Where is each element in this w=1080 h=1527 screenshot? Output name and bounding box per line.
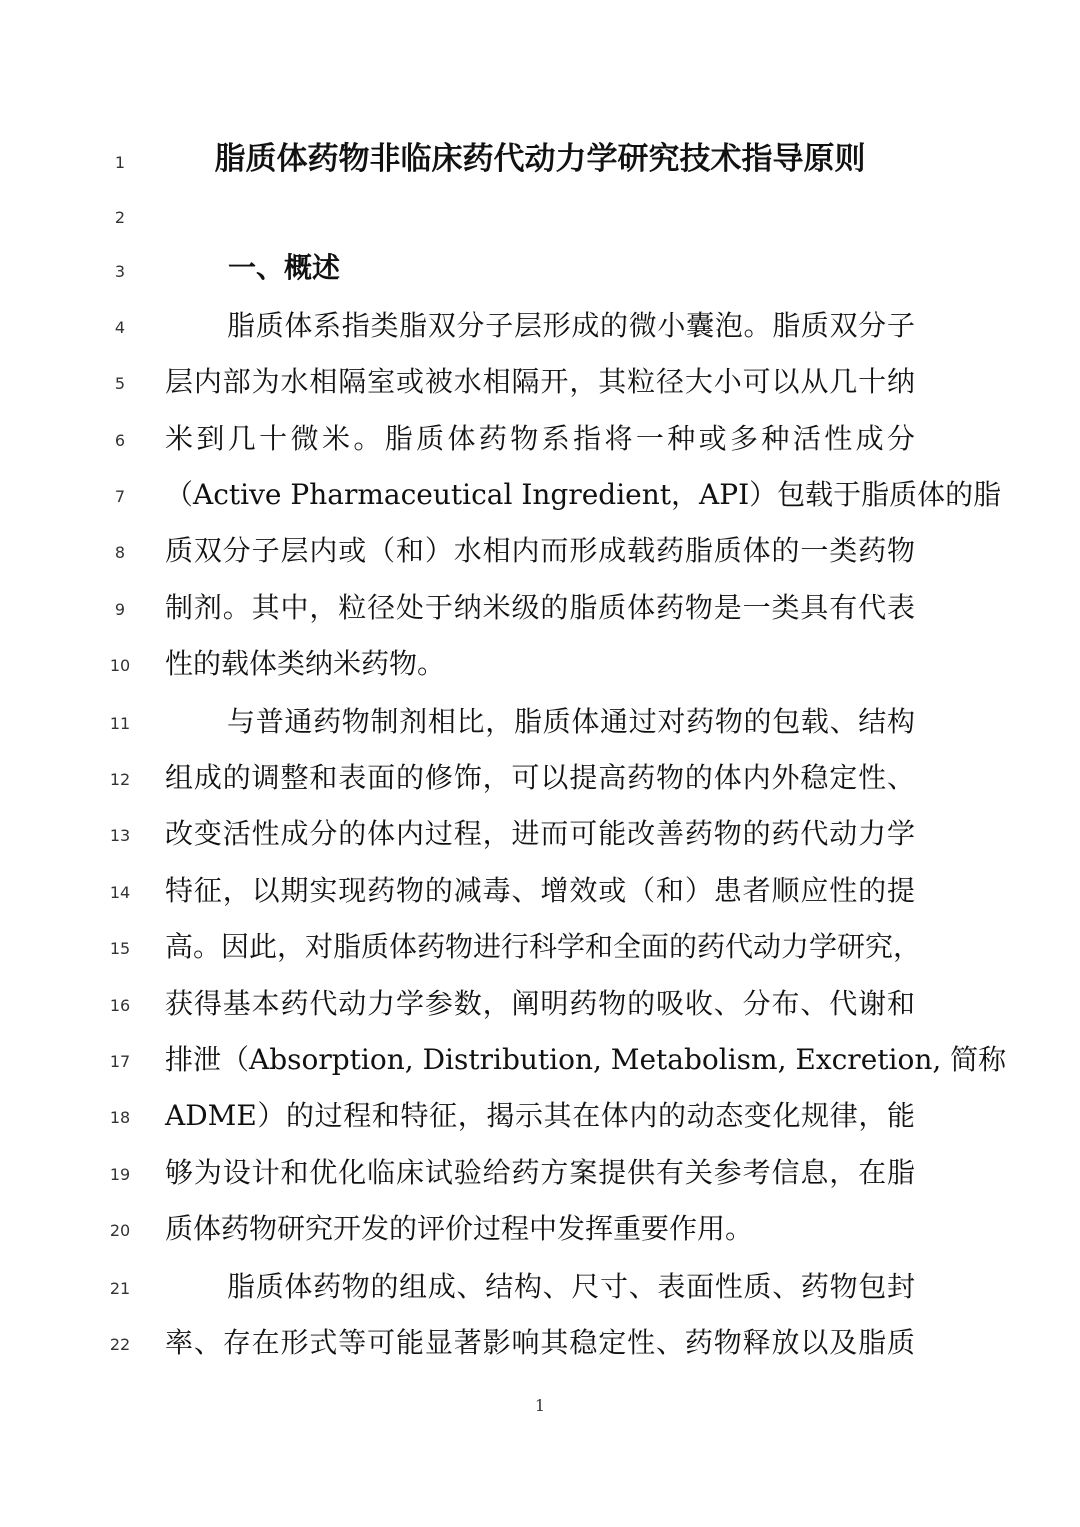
line-9 [0,582,1080,638]
body-text-line: 脂质体药物的组成、结构、尺寸、表面性质、药物包封 [227,1270,915,1303]
line-4 [0,300,1080,356]
line-11 [0,696,1080,752]
section-heading: 一、概述 [228,251,341,284]
line-18 [0,1090,1080,1146]
line-6 [0,413,1080,469]
line-number: 11 [109,714,131,733]
line-number: 7 [114,487,126,506]
line-number: 20 [109,1221,131,1240]
line-number: 1 [114,153,126,172]
body-text-line: 米到几十微米。脂质体药物系指将一种或多种活性成分 [165,422,915,455]
line-number: 22 [109,1335,131,1354]
line-13 [0,808,1080,864]
body-text-line: 质双分子层内或（和）水相内而形成载药脂质体的一类药物 [165,534,915,567]
page-number: 1 [534,1396,546,1415]
body-text-line: 排泄（Absorption, Distribution, Metabolism, Excretion, 简称 [165,1043,1007,1076]
line-number: 9 [114,600,126,619]
body-text-line: 获得基本药代动力学参数，阐明药物的吸收、分布、代谢和 [165,987,915,1020]
body-text-line: 改变活性成分的体内过程，进而可能改善药物的药代动力学 [165,817,915,850]
line-20 [0,1203,1080,1259]
body-text-line: 与普通药物制剂相比，脂质体通过对药物的包载、结构 [227,705,915,738]
line-21 [0,1261,1080,1317]
line-number: 13 [109,826,131,845]
line-14 [0,865,1080,921]
body-text-line: 组成的调整和表面的修饰，可以提高药物的体内外稳定性、 [165,761,915,794]
body-text-line: 够为设计和优化临床试验给药方案提供有关参考信息，在脂 [165,1156,915,1189]
line-8 [0,525,1080,581]
line-number: 15 [109,939,131,958]
line-number: 5 [114,374,126,393]
body-text-line: ADME）的过程和特征，揭示其在体内的动态变化规律，能 [165,1099,915,1132]
line-number: 4 [114,318,126,337]
body-text-line: 高。因此，对脂质体药物进行科学和全面的药代动力学研究， [165,930,922,963]
line-number: 10 [109,656,131,675]
line-5 [0,356,1080,412]
body-text-line: 制剂。其中，粒径处于纳米级的脂质体药物是一类具有代表 [165,591,915,624]
line-17 [0,1034,1080,1090]
document-title: 脂质体药物非临床药代动力学研究技术指导原则 [214,141,866,177]
line-number: 16 [109,996,131,1015]
line-10 [0,638,1080,694]
line-19 [0,1147,1080,1203]
line-number: 12 [109,770,131,789]
body-text-line: （Active Pharmaceutical Ingredient，API）包载于脂质体的脂 [165,478,1002,511]
line-12 [0,752,1080,808]
line-number: 17 [109,1052,131,1071]
body-text-line: 率、存在形式等可能显著影响其稳定性、药物释放以及脂质 [165,1326,915,1359]
line-3 [0,244,1080,300]
line-number: 21 [109,1279,131,1298]
line-1 [0,135,1080,191]
body-text-line: 层内部为水相隔室或被水相隔开，其粒径大小可以从几十纳 [165,365,915,398]
line-22 [0,1317,1080,1373]
line-number: 2 [114,208,126,227]
line-number: 14 [109,883,131,902]
line-7 [0,469,1080,525]
line-15 [0,921,1080,977]
line-number: 18 [109,1108,131,1127]
line-2 [0,190,1080,246]
body-text-line: 脂质体系指类脂双分子层形成的微小囊泡。脂质双分子 [227,309,915,342]
line-16 [0,978,1080,1034]
body-text-line: 质体药物研究开发的评价过程中发挥重要作用。 [165,1212,754,1245]
line-number: 19 [109,1165,131,1184]
line-number: 8 [114,543,126,562]
line-number: 6 [114,431,126,450]
body-text-line: 特征，以期实现药物的减毒、增效或（和）患者顺应性的提 [165,874,915,907]
body-text-line: 性的载体类纳米药物。 [165,647,446,680]
line-number: 3 [114,262,126,281]
